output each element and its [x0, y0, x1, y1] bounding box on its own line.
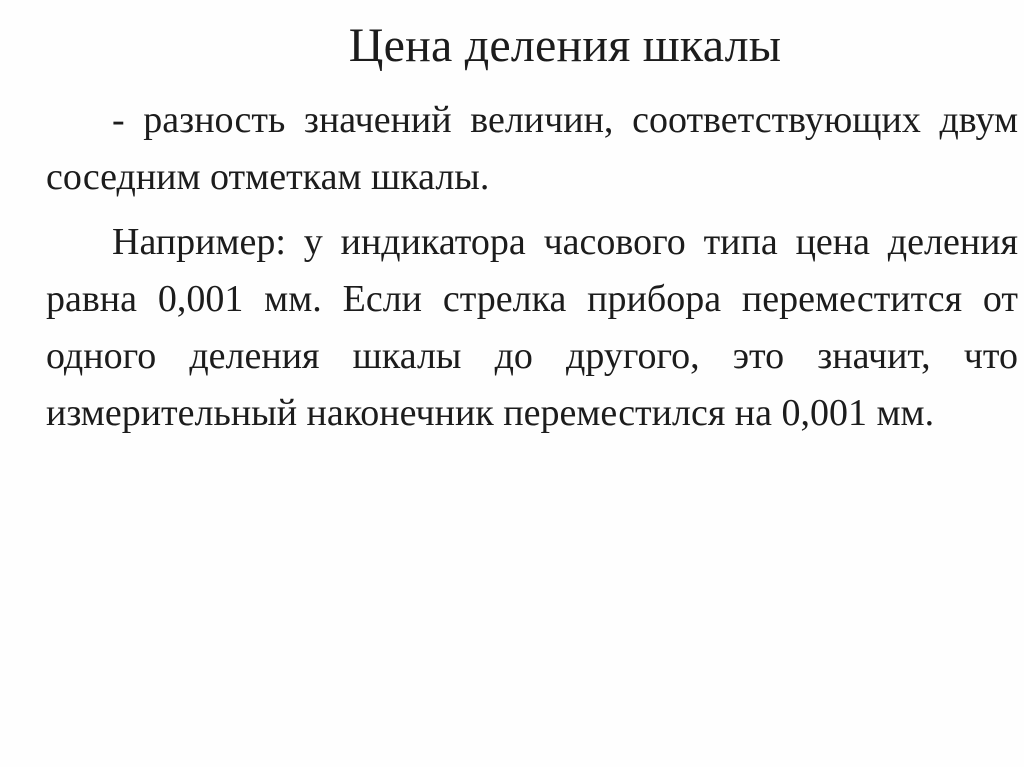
- slide-title: Цена деления шкалы: [348, 19, 782, 72]
- definition-paragraph: - разность значений величин, соответствующих двум соседним отметкам шкалы.: [46, 99, 1018, 198]
- slide-body: [46, 92, 1018, 442]
- example-paragraph: Например: у индикатора часового типа цена деления равна 0,001 мм. Если стрелка прибора переместится от одного деления шкалы до другого, это значит, что измерительный наконечник переместился на 0,001 мм.: [46, 221, 1018, 434]
